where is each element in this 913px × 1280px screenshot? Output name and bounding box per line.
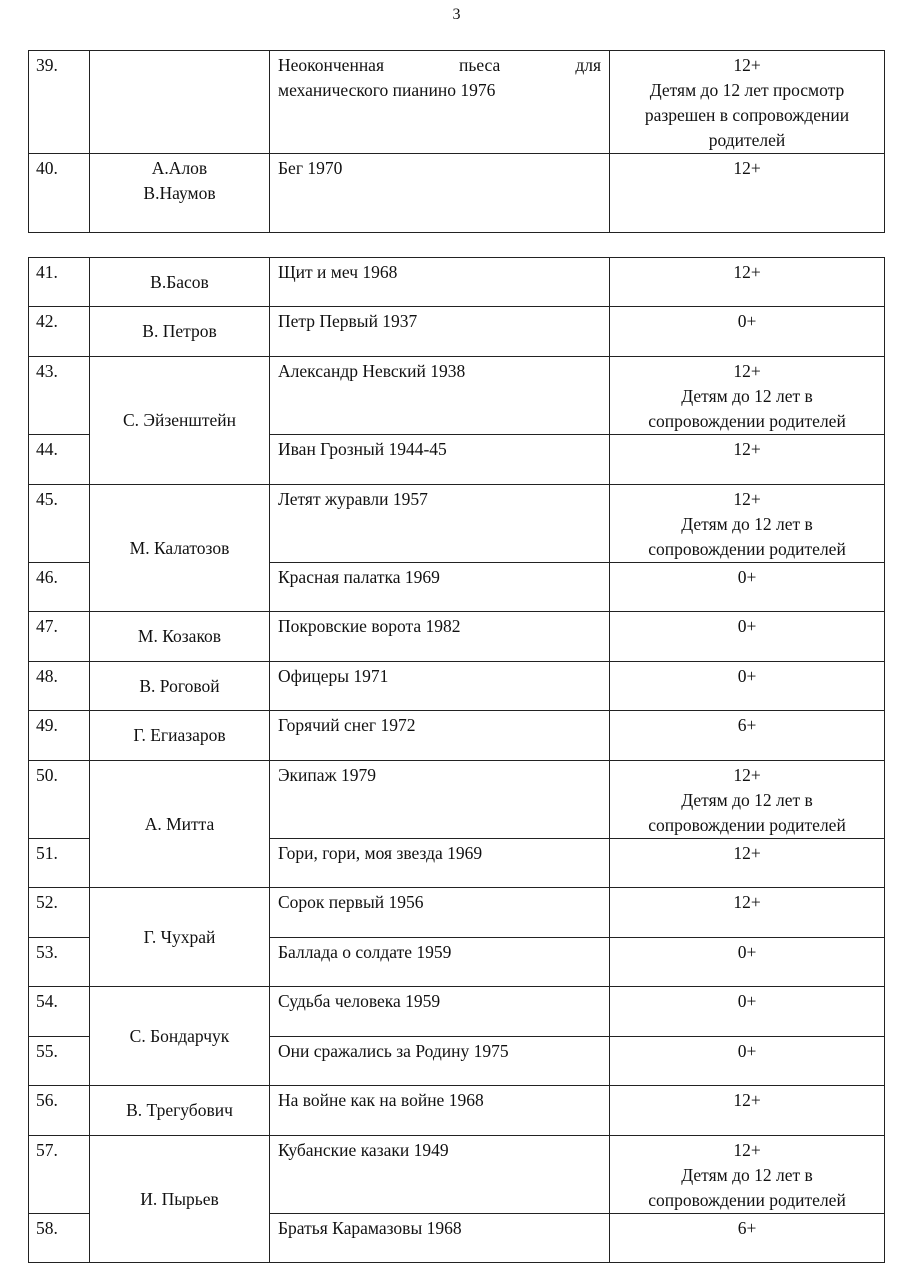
director-name: С. Эйзенштейн xyxy=(122,410,236,430)
age-rating xyxy=(610,1136,885,1214)
age-rating xyxy=(610,154,885,233)
film-title: Иван Грозный 1944-45 xyxy=(270,435,610,485)
table-row xyxy=(29,258,885,307)
row-number: 52. xyxy=(29,888,90,938)
film-title xyxy=(270,154,610,233)
director-name: М. Козаков xyxy=(137,626,222,646)
age-rating xyxy=(610,307,885,357)
row-number: 49. xyxy=(29,711,90,761)
age-rating-line: 0+ xyxy=(737,991,757,1011)
row-number: 40. xyxy=(29,154,90,233)
director-cell xyxy=(90,51,270,154)
age-rating-line: 0+ xyxy=(737,311,757,331)
film-title-line: Неоконченная пьеса для xyxy=(278,55,601,75)
row-number: 45. xyxy=(29,485,90,563)
age-rating-line: 12+ xyxy=(733,1140,761,1160)
film-title: Кубанские казаки 1949 xyxy=(270,1136,610,1214)
table-row xyxy=(29,711,885,761)
age-rating-line: Детям до 12 лет в xyxy=(681,386,813,406)
age-rating-line: 12+ xyxy=(733,439,761,459)
director-cell xyxy=(90,154,270,233)
film-title: Офицеры 1971 xyxy=(270,662,610,711)
age-rating xyxy=(610,662,885,711)
film-title-line: механического пианино 1976 xyxy=(278,80,496,100)
film-title: Баллада о солдате 1959 xyxy=(270,938,610,987)
row-number: 50. xyxy=(29,761,90,839)
age-rating-line: 6+ xyxy=(737,1218,757,1238)
table-row xyxy=(29,1086,885,1136)
director-name: В. Трегубович xyxy=(126,1100,233,1120)
director-cell xyxy=(90,711,270,761)
age-rating-line: 12+ xyxy=(733,158,761,178)
age-rating-line: 12+ xyxy=(733,55,761,75)
age-rating-line: 12+ xyxy=(733,361,761,381)
row-number: 58. xyxy=(29,1214,90,1263)
age-rating-line: 12+ xyxy=(733,892,761,912)
film-title: Красная палатка 1969 xyxy=(270,563,610,612)
row-number: 42. xyxy=(29,307,90,357)
director-cell xyxy=(90,307,270,357)
age-rating xyxy=(610,711,885,761)
age-rating-line: 0+ xyxy=(737,666,757,686)
film-title: Александр Невский 1938 xyxy=(270,357,610,435)
film-title: Они сражались за Родину 1975 xyxy=(270,1037,610,1086)
table-row xyxy=(29,888,885,938)
table-row xyxy=(29,357,885,435)
age-rating xyxy=(610,435,885,485)
table-row xyxy=(29,612,885,662)
age-rating xyxy=(610,938,885,987)
age-rating-line: 12+ xyxy=(733,489,761,509)
age-rating xyxy=(610,563,885,612)
age-rating xyxy=(610,612,885,662)
age-rating-line: Детям до 12 лет в xyxy=(681,790,813,810)
director-name: В. Петров xyxy=(142,321,217,341)
film-table-main xyxy=(28,257,885,1263)
age-rating xyxy=(610,51,885,154)
film-title: Судьба человека 1959 xyxy=(270,987,610,1037)
table-row xyxy=(29,987,885,1037)
director-name: С. Бондарчук xyxy=(129,1025,230,1046)
director-cell xyxy=(90,662,270,711)
table-row xyxy=(29,307,885,357)
row-number: 39. xyxy=(29,51,90,154)
director-cell xyxy=(90,612,270,662)
age-rating-line: Детям до 12 лет в xyxy=(681,1165,813,1185)
film-title: Горячий снег 1972 xyxy=(270,711,610,761)
director-cell xyxy=(90,761,270,888)
age-rating-line: 0+ xyxy=(737,1041,757,1061)
age-rating-line: 12+ xyxy=(733,262,761,282)
age-rating xyxy=(610,888,885,938)
film-title: Гори, гори, моя звезда 1969 xyxy=(270,839,610,888)
page-number: 3 xyxy=(452,6,461,23)
age-rating-line: 12+ xyxy=(733,843,761,863)
table-row xyxy=(29,51,885,154)
age-rating xyxy=(610,839,885,888)
age-rating xyxy=(610,258,885,307)
film-title: Летят журавли 1957 xyxy=(270,485,610,563)
row-number: 55. xyxy=(29,1037,90,1086)
director-line: А.Алов xyxy=(151,158,208,178)
film-title: На войне как на войне 1968 xyxy=(270,1086,610,1136)
director-cell xyxy=(90,987,270,1086)
row-number: 57. xyxy=(29,1136,90,1214)
age-rating xyxy=(610,1214,885,1263)
film-title: Экипаж 1979 xyxy=(270,761,610,839)
table-row xyxy=(29,485,885,563)
table-row xyxy=(29,154,885,233)
table-row xyxy=(29,662,885,711)
director-cell xyxy=(90,357,270,485)
age-rating xyxy=(610,1037,885,1086)
age-rating-line: 0+ xyxy=(737,567,757,587)
row-number: 44. xyxy=(29,435,90,485)
age-rating xyxy=(610,357,885,435)
age-rating-line: сопровождении родителей xyxy=(648,1190,846,1210)
film-title xyxy=(270,51,610,154)
director-cell xyxy=(90,1136,270,1263)
age-rating-line: 0+ xyxy=(737,616,757,636)
age-rating xyxy=(610,485,885,563)
director-cell xyxy=(90,485,270,612)
director-cell xyxy=(90,258,270,307)
director-line: В.Наумов xyxy=(143,183,216,203)
film-title: Петр Первый 1937 xyxy=(270,307,610,357)
film-table-top xyxy=(28,50,885,233)
age-rating-line: 12+ xyxy=(733,765,761,785)
age-rating-line: разрешен в сопровождении xyxy=(644,105,850,125)
age-rating-line: 0+ xyxy=(737,942,757,962)
row-number: 47. xyxy=(29,612,90,662)
film-title: Сорок первый 1956 xyxy=(270,888,610,938)
row-number: 53. xyxy=(29,938,90,987)
age-rating xyxy=(610,761,885,839)
director-cell xyxy=(90,888,270,987)
row-number: 48. xyxy=(29,662,90,711)
age-rating-line: сопровождении родителей xyxy=(648,815,846,835)
director-name: Г. Чухрай xyxy=(143,926,216,947)
age-rating xyxy=(610,1086,885,1136)
age-rating xyxy=(610,987,885,1037)
age-rating-line: Детям до 12 лет в xyxy=(681,514,813,534)
age-rating-line: Детям до 12 лет просмотр xyxy=(649,80,845,100)
film-title: Покровские ворота 1982 xyxy=(270,612,610,662)
row-number: 43. xyxy=(29,357,90,435)
table-row xyxy=(29,761,885,839)
age-rating-line: сопровождении родителей xyxy=(648,539,846,559)
age-rating-line: 12+ xyxy=(733,1090,761,1110)
row-number: 54. xyxy=(29,987,90,1037)
director-name: И. Пырьев xyxy=(140,1188,219,1209)
film-title-line: Бег 1970 xyxy=(278,158,343,178)
film-title: Щит и меч 1968 xyxy=(270,258,610,307)
row-number: 51. xyxy=(29,839,90,888)
table-row xyxy=(29,1136,885,1214)
director-name: Г. Егиазаров xyxy=(133,725,226,745)
director-name: М. Калатозов xyxy=(129,537,230,558)
director-name: В. Роговой xyxy=(139,675,220,696)
director-cell xyxy=(90,1086,270,1136)
age-rating-line: родителей xyxy=(708,130,786,150)
row-number: 56. xyxy=(29,1086,90,1136)
row-number: 41. xyxy=(29,258,90,307)
director-name: А. Митта xyxy=(144,813,215,834)
film-title: Братья Карамазовы 1968 xyxy=(270,1214,610,1263)
row-number: 46. xyxy=(29,563,90,612)
director-name: В.Басов xyxy=(150,271,209,292)
age-rating-line: сопровождении родителей xyxy=(648,411,846,431)
age-rating-line: 6+ xyxy=(737,715,757,735)
